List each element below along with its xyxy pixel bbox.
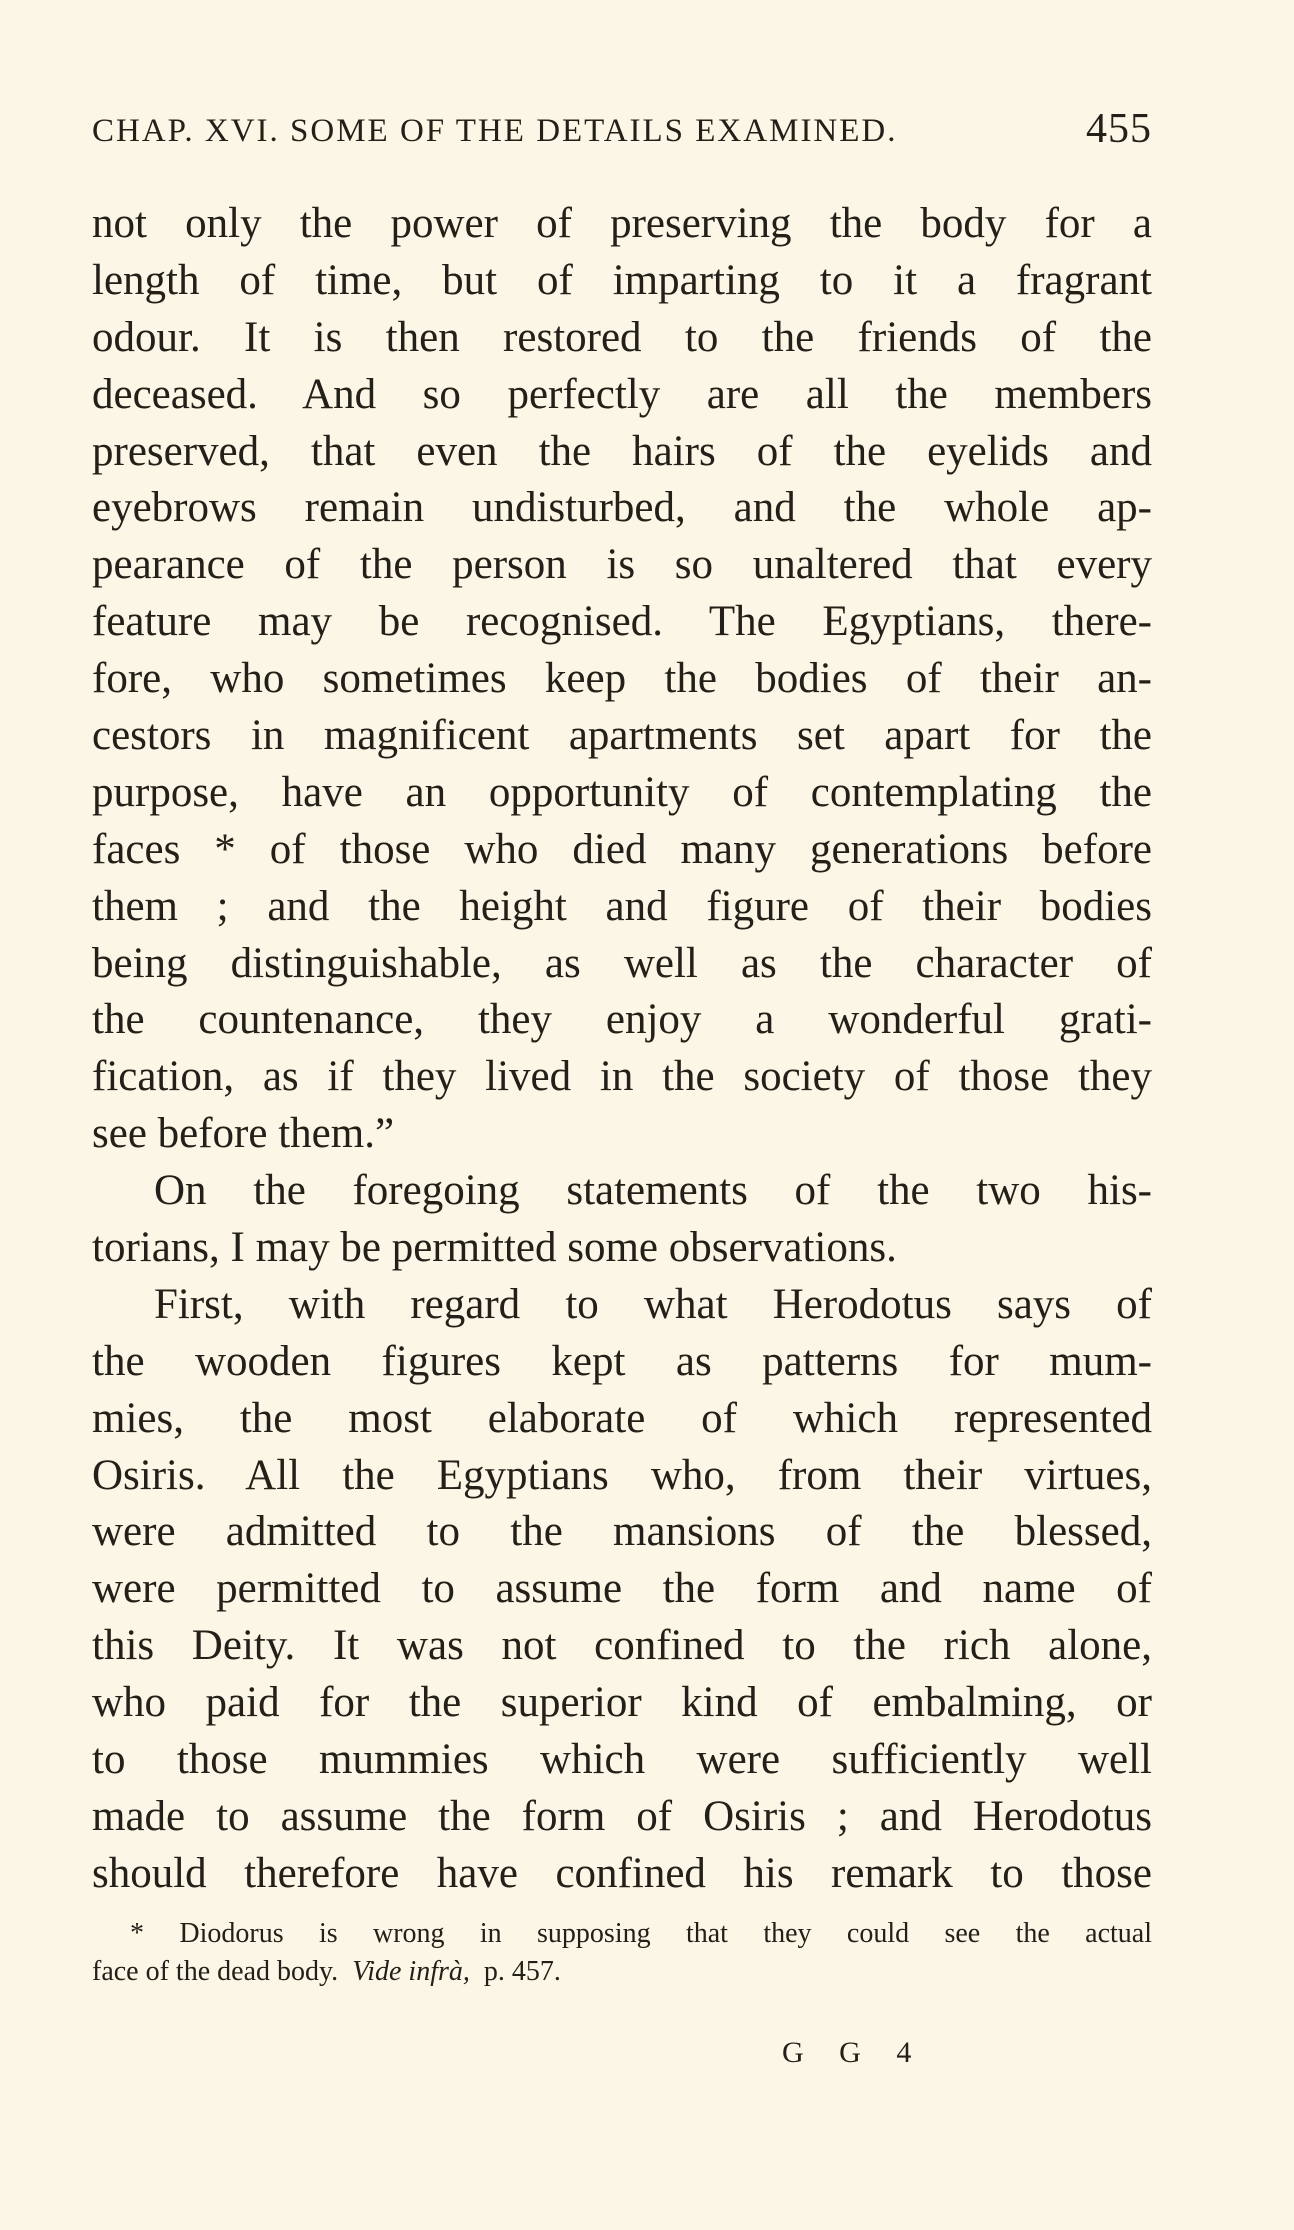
text-line: were admitted to the mansions of the blessed, (92, 1508, 1152, 1556)
text-line: faces * of those who died many generations before (92, 825, 1152, 873)
footnote-cross-reference: Vide infrà, (352, 1956, 470, 1987)
text-line: not only the power of preserving the body for a (92, 200, 1152, 247)
text-line: see before them.” (92, 1110, 395, 1158)
text-line: cestors in magnificent apartments set apart for the (92, 712, 1152, 760)
text-line: this Deity. It was not confined to the rich alone, (92, 1622, 1152, 1670)
text-line: who paid for the superior kind of embalming, or (92, 1679, 1152, 1727)
text-line: On the foregoing statements of the two his- (154, 1167, 1152, 1215)
text-line: torians, I may be permitted some observations. (92, 1224, 897, 1272)
text-line: odour. It is then restored to the friends of the (92, 313, 1152, 361)
text-line: the countenance, they enjoy a wonderful grati- (92, 996, 1152, 1044)
text-line: Osiris. All the Egyptians who, from their virtues, (92, 1451, 1152, 1499)
text-line: were permitted to assume the form and name of (92, 1565, 1152, 1613)
text-line: purpose, have an opportunity of contemplating the (92, 768, 1152, 816)
text-line: being distinguishable, as well as the character of (92, 939, 1152, 987)
text-line: to those mummies which were sufficiently well (92, 1736, 1152, 1784)
text-line: deceased. And so perfectly are all the members (92, 370, 1152, 418)
footnote-line (92, 1953, 1152, 1991)
text-line: First, with regard to what Herodotus says of (154, 1280, 1152, 1328)
footnote-page-reference: p. 457. (483, 1956, 561, 1987)
text-line: eyebrows remain undisturbed, and the whole ap- (92, 484, 1152, 532)
running-title: CHAP. XVI. SOME OF THE DETAILS EXAMINED. (92, 113, 898, 149)
footnote-text: face of the dead body. (92, 1956, 339, 1987)
footnote-line: * Diodorus is wrong in supposing that they could see the actual (130, 1918, 1152, 1949)
text-line: made to assume the form of Osiris ; and Herodotus (92, 1792, 1152, 1840)
text-line: fication, as if they lived in the society of those they (92, 1053, 1152, 1101)
text-line: fore, who sometimes keep the bodies of their an- (92, 655, 1152, 703)
text-line: preserved, that even the hairs of the eyelids and (92, 427, 1152, 475)
text-line: length of time, but of imparting to it a fragrant (92, 256, 1152, 304)
text-line: pearance of the person is so unaltered that every (92, 541, 1152, 589)
page-number: 455 (1086, 106, 1152, 152)
text-line: should therefore have confined his remark to those (92, 1849, 1152, 1897)
text-line: mies, the most elaborate of which represented (92, 1394, 1152, 1442)
footnote (92, 1915, 1152, 1991)
signature-mark: G G 4 (782, 2036, 926, 2069)
body-text (92, 196, 1152, 1903)
text-line: them ; and the height and figure of their bodies (92, 882, 1152, 930)
text-line: feature may be recognised. The Egyptians, there- (92, 598, 1152, 646)
text-line: the wooden figures kept as patterns for mum- (92, 1337, 1152, 1385)
running-head (92, 104, 1152, 158)
